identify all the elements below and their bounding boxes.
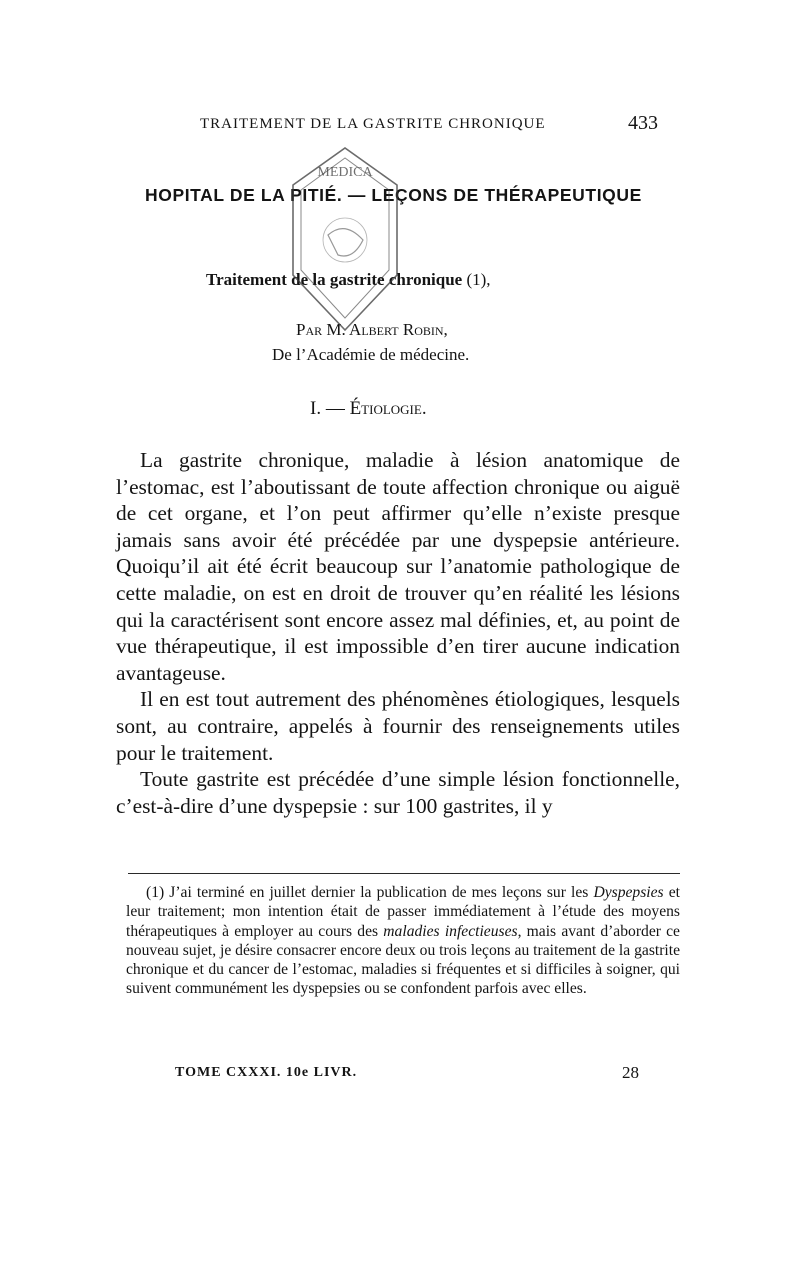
footnote-rule [128, 873, 680, 874]
lecture-title-text: Traitement de la gastrite chronique [206, 270, 463, 289]
page-number: 433 [628, 112, 658, 134]
footnote-paragraph [126, 883, 680, 999]
hospital-heading: HOPITAL DE LA PITIÉ. — LEÇONS DE THÉRAPEUTIQUE [145, 185, 642, 205]
running-head: TRAITEMENT DE LA GASTRITE CHRONIQUE [200, 116, 546, 132]
author-affiliation: De l’Académie de médecine. [272, 345, 470, 364]
footnote [126, 883, 680, 999]
paragraph: Il en est tout autrement des phénomènes étiologiques, lesquels sont, au contraire, appelés à fournir des renseignements utiles pour le traitement. [116, 687, 680, 765]
footnote-italic: maladies infectieuses [383, 922, 518, 940]
stamp-text: MEDICA [317, 165, 373, 180]
footnote-text: (1) J’ai terminé en juillet dernier la publication de mes leçons sur les [146, 884, 594, 901]
section-title: Étiologie. [349, 398, 427, 419]
body-text [116, 447, 680, 819]
section-heading [310, 398, 427, 420]
paragraph: La gastrite chronique, maladie à lésion anatomique de l’estomac, est l’aboutissant de toute affection chronique ou aiguë de cet organe, et l’on peut affirmer qu’elle n’existe presque jamais sans avoir été précédée par une dyspepsie antérieure. Quoiqu’il ait été écrit beaucoup sur l’anatomie pathologique de cette maladie, on est en droit de trouver qu’en réalité les lésions qui la caractérisent sont encore assez mal définies, et, au point de vue thérapeutique, il est impossible d’en tirer aucune indication avantageuse. [116, 448, 680, 685]
sheet-signature: 28 [622, 1063, 639, 1082]
footnote-text: , mais avant d’aborder ce nouveau sujet, je désire consacrer encore deux ou trois leçons au traitement de la gastrite chronique et du cancer de l’estomac, maladies si fréquentes et si difficiles à soigner, qui suivent communément les dyspepsies ou se confondent parfois avec elles. [126, 922, 680, 998]
section-number: I. — [310, 398, 350, 419]
library-stamp [283, 140, 408, 340]
footnote-text: et leur traitement; mon intention était de passer immédiatement à l’étude des moyens thérapeutiques à employer au cours des [126, 884, 680, 940]
paragraph: Toute gastrite est précédée d’une simple lésion fonctionnelle, c’est-à-dire d’une dyspepsie : sur 100 gastrites, il y [116, 767, 680, 818]
author-line: Par M. Albert Robin, [296, 320, 448, 339]
footnote-ref: (1), [462, 270, 491, 289]
footnote-italic: Dyspepsies [593, 884, 664, 901]
volume-signature: TOME CXXXI. 10e LIVR. [175, 1065, 358, 1080]
